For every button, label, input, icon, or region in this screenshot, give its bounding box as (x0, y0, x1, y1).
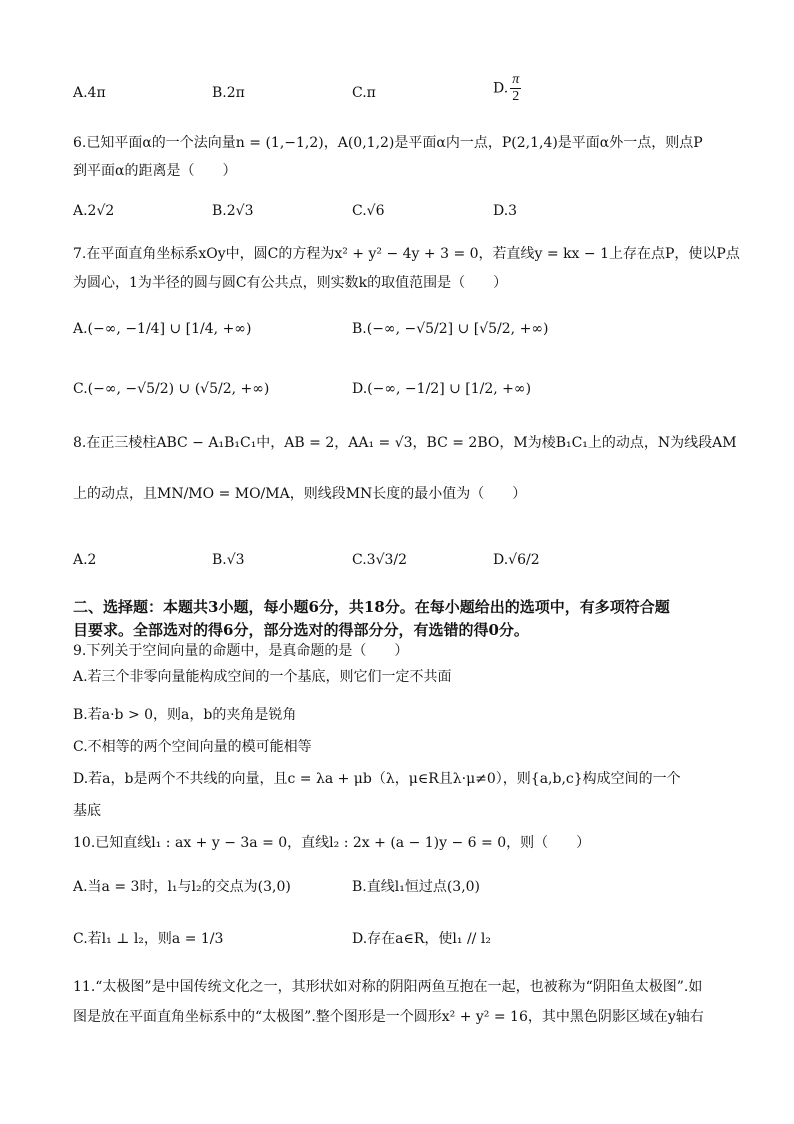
q9-option-c: C.不相等的两个空间向量的模可能相等 (73, 739, 312, 755)
q7-option-c: C.(−∞, −√5/2) ∪ (√5/2, +∞) (73, 381, 270, 397)
q5-option-a: A.4π (73, 85, 106, 101)
q9-option-d: D.若a，b是两个不共线的向量，且c = λa + μb（λ，μ∈R且λ·μ≠0），则{a,b,c}构成空间的一个 (73, 771, 681, 787)
q9-option-d-continued: 基底 (73, 803, 101, 819)
q6-option-b: B.2√3 (212, 203, 254, 219)
q7-option-b: B.(−∞, −√5/2] ∪ [√5/2, +∞) (352, 321, 549, 337)
q6-stem-line-1: 6.已知平面α的一个法向量n = (1,−1,2)，A(0,1,2)是平面α内一点，P(2,1,4)是平面α外一点，则点P (73, 135, 703, 151)
q8-stem-line-1: 8.在正三棱柱ABC − A₁B₁C₁中，AB = 2，AA₁ = √3，BC = 2BO，M为棱B₁C₁上的动点，N为线段AM (73, 435, 737, 451)
section-2-heading-line-1: 二、选择题：本题共3小题，每小题6分，共18分。在每小题给出的选项中，有多项符合题 (73, 598, 670, 616)
q7-option-d: D.(−∞, −1/2] ∪ [1/2, +∞) (352, 381, 532, 397)
q11-stem-line-2: 图是放在平面直角坐标系中的“太极图”.整个图形是一个圆形x² + y² = 16，其中黑色阴影区域在y轴右 (73, 1009, 704, 1025)
q8-option-c: C.3√3/2 (352, 552, 408, 568)
q11-stem-line-1: 11.“太极图”是中国传统文化之一，其形状如对称的阴阳两鱼互抱在一起，也被称为“阴阳鱼太极图”.如 (73, 979, 703, 995)
q5-option-b: B.2π (212, 85, 245, 101)
q8-option-d: D.√6/2 (493, 552, 540, 568)
q7-stem-line-1: 7.在平面直角坐标系xOy中，圆C的方程为x² + y² − 4y + 3 = 0，若直线y = kx − 1上存在点P，使以P点 (73, 246, 740, 262)
q9-stem: 9.下列关于空间向量的命题中，是真命题的是（ ） (73, 643, 409, 659)
q6-option-d: D.3 (493, 203, 518, 219)
q6-stem-line-2: 到平面α的距离是（ ） (73, 163, 237, 179)
q10-stem: 10.已知直线l₁ : ax + y − 3a = 0，直线l₂ : 2x + (a − 1)y − 6 = 0，则（ ） (73, 835, 591, 851)
section-2-heading-line-2: 目要求。全部选对的得6分，部分选对的得部分分，有选错的得0分。 (73, 621, 529, 639)
q5-option-d (493, 72, 523, 105)
q5-option-d-denominator: 2 (512, 89, 520, 104)
q5-option-c: C.π (352, 85, 376, 101)
q6-option-c: C.√6 (352, 203, 385, 219)
q8-option-a: A.2 (73, 552, 97, 568)
q10-option-b: B.直线l₁恒过点(3,0) (352, 879, 481, 895)
q5-option-d-prefix: D. (493, 80, 509, 97)
q10-option-d: D.存在a∈R，使l₁ // l₂ (352, 931, 491, 947)
q9-option-a: A.若三个非零向量能构成空间的一个基底，则它们一定不共面 (73, 669, 452, 685)
q7-stem-line-2: 为圆心，1为半径的圆与圆C有公共点，则实数k的取值范围是（ ） (73, 275, 508, 291)
q10-option-a: A.当a = 3时，l₁与l₂的交点为(3,0) (73, 879, 291, 895)
q8-option-b: B.√3 (212, 552, 245, 568)
q7-option-a: A.(−∞, −1/4] ∪ [1/4, +∞) (73, 321, 252, 337)
q10-option-c: C.若l₁ ⊥ l₂，则a = 1/3 (73, 931, 224, 947)
q9-option-b: B.若a·b > 0，则a，b的夹角是锐角 (73, 707, 297, 723)
q8-stem-line-2: 上的动点，且MN/MO = MO/MA，则线段MN长度的最小值为（ ） (73, 486, 527, 502)
q6-option-a: A.2√2 (73, 203, 115, 219)
q5-option-d-numerator: π (512, 72, 520, 87)
